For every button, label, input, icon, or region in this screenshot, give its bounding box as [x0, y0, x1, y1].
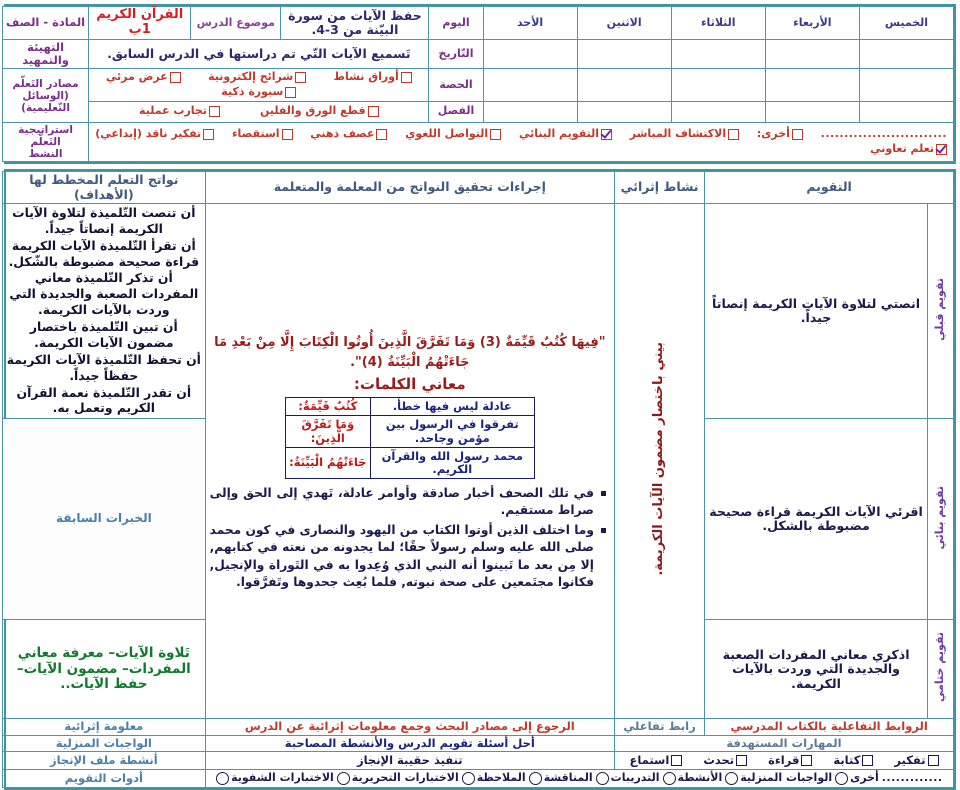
- checkbox-icon[interactable]: [282, 129, 293, 140]
- label-subject-class: المادة - الصف: [3, 7, 89, 40]
- label-previous-experience: الخبرات السابقة: [3, 419, 206, 620]
- date-cell-thursday[interactable]: [859, 39, 953, 68]
- header-row-warmup: [3, 39, 954, 68]
- date-cell-wednesday[interactable]: [765, 39, 859, 68]
- skill-option-listening[interactable]: [629, 754, 682, 767]
- class-cell-tuesday[interactable]: [671, 101, 765, 122]
- date-cell-tuesday[interactable]: [671, 39, 765, 68]
- header-block: [4, 4, 956, 164]
- label-learning-resources-line1: مصادر التَعلّم: [12, 77, 79, 90]
- word-term: كُتُبٌ قَيِّمَةٌ:: [285, 398, 370, 416]
- assessment-label: الواجبات المنزلية: [740, 771, 833, 785]
- resource-option-video[interactable]: [106, 71, 181, 84]
- assessment-option-discussion[interactable]: [529, 772, 593, 785]
- skill-option-thinking[interactable]: [894, 754, 938, 767]
- assessment-option-oral-tests[interactable]: [216, 772, 334, 785]
- skill-label: استماع: [629, 752, 670, 767]
- assessment-label: التدريبات: [610, 771, 660, 785]
- checkbox-icon[interactable]: [862, 755, 873, 766]
- radio-icon[interactable]: [529, 772, 542, 785]
- label-class: الفصل: [429, 101, 483, 122]
- checkbox-checked-icon[interactable]: [936, 144, 947, 155]
- word-term: جَاءَتْهُمُ الْبَيِّنَةُ:: [285, 447, 370, 478]
- objectives-cell: [3, 203, 206, 418]
- label-learning-resources: [3, 69, 89, 123]
- resource-option-e-slides[interactable]: [208, 71, 306, 84]
- resource-option-practical-experiments[interactable]: [139, 105, 220, 118]
- assessment-label: الأنشطة: [677, 771, 723, 785]
- procedure-notes-list: [210, 485, 610, 590]
- homework-text: أحل أسئلة تقويم الدرس والأنشطة المصاحبة: [205, 735, 614, 751]
- label-period: الحصة: [429, 69, 483, 101]
- day-thursday: الخميس: [859, 7, 953, 40]
- strategy-label: تعلم تعاوني: [870, 142, 934, 156]
- target-skills-options: [614, 751, 953, 769]
- strategy-label: الاكتشاف المباشر: [629, 127, 727, 141]
- skill-option-speaking[interactable]: [703, 754, 747, 767]
- evaluation-tag-text: تقويم قبلي: [933, 277, 947, 341]
- label-assessment-tools: أدوات التقويم: [3, 769, 206, 787]
- warmup-text: تَسميع الآيات التّي تم دراستها في الدرس السابق.: [89, 39, 429, 68]
- footer-row-portfolio: [3, 751, 954, 769]
- checkbox-icon[interactable]: [203, 129, 214, 140]
- class-cell-sunday[interactable]: [483, 101, 577, 122]
- strategy-option-language-communication[interactable]: [405, 128, 501, 141]
- strategy-option-formative-assessment[interactable]: [519, 128, 612, 141]
- label-day: اليوم: [429, 7, 483, 40]
- procedure-note: وما اختلف الذين أوتوا الكتاب من اليهود والنصارى في كون محمد صلى الله عليه وسلم رسولاً حقًا؛ لما يجدونه من نعته في كتابهم, إلا مِن بعد ما تَبينوا أنه النبي الذي وُعِدوا به في التَوراة والإنجيل, فكانوا مجتَمعين على صحة نبوته, فلما بُعِث جحدوها وتَفرَّقوا.: [210, 522, 594, 590]
- header-row-subject: [3, 7, 954, 40]
- skill-label: تفكير: [894, 752, 926, 767]
- resource-label: سبورة ذكية: [221, 84, 284, 98]
- column-head-objectives: نواتج التعلم المخطط لها (الأهداف): [3, 172, 206, 204]
- class-cell-monday[interactable]: [577, 101, 671, 122]
- period-cell-tuesday[interactable]: [671, 69, 765, 101]
- day-tuesday: الثلاثاء: [671, 7, 765, 40]
- label-interactive-link: رابط تفاعلي: [614, 719, 704, 735]
- procedures-cell: [205, 203, 614, 718]
- resource-option-paper-cork[interactable]: [260, 105, 379, 118]
- ayah-text: "فِيهَا كُتُبٌ قَيِّمَةٌ (3) وَمَا تَفَرَّقَ الَّذِينَ أُوتُوا الْكِتَابَ إِلَّا مِنْ بَعْدِ مَا جَاءَتْهُمُ الْبَيِّنَةُ (4)".: [214, 334, 606, 370]
- assessment-label: الاختبارات التحريرية: [351, 771, 459, 785]
- radio-icon[interactable]: [462, 772, 475, 785]
- resources-options-row1: [89, 69, 429, 101]
- label-portfolio-activities: أنشطة ملف الإنجاز: [3, 751, 206, 769]
- evaluation-tag-text: تقويم ختامي: [933, 632, 947, 703]
- word-meanings-title: معاني الكلمات:: [353, 374, 466, 393]
- assessment-option-other[interactable]: [835, 772, 879, 785]
- checkbox-icon[interactable]: [209, 106, 220, 117]
- label-learning-strategy-line2: النشط: [28, 148, 63, 161]
- enrichment-cell: [614, 203, 704, 718]
- radio-icon[interactable]: [216, 772, 229, 785]
- period-cell-thursday[interactable]: [859, 69, 953, 101]
- resource-label: قطع الورق والفلين: [260, 104, 366, 118]
- strategy-options: [89, 122, 954, 161]
- resource-label: أوراق نشاط: [333, 70, 399, 84]
- strategy-option-other[interactable]: [757, 128, 803, 141]
- radio-icon[interactable]: [596, 772, 609, 785]
- label-learning-strategy-line1: استراتيجية التَعلّم: [18, 123, 73, 149]
- checkbox-icon[interactable]: [671, 755, 682, 766]
- strategy-label: تفكير ناقد (إبداعي): [95, 127, 202, 141]
- objective-item: أن تبين التّلميذة باختصار مضمون الآيات الكريمة.: [29, 319, 178, 350]
- lesson-topic-value: حفظ الآيات من سورة البيّنة من 3-4.: [281, 7, 429, 40]
- objective-item: أن تذكر التّلميذة معاني المفردات الصعبة والجديدة التي وردت بالآيات الكريمة.: [9, 270, 199, 318]
- main-header-row: [3, 172, 954, 204]
- resources-options-row2: [89, 101, 429, 122]
- strategy-option-inquiry[interactable]: [232, 128, 293, 141]
- strategy-option-brainstorming[interactable]: [310, 128, 387, 141]
- interactive-link-text: الروابط التفاعلية بالكتاب المدرسي: [705, 719, 954, 735]
- assessment-option-written-tests[interactable]: [337, 772, 459, 785]
- footer-row-enrichment-info: [3, 719, 954, 735]
- resource-label: عرض مرئي: [105, 70, 168, 84]
- skill-label: تحدث: [703, 752, 735, 767]
- main-table: [2, 171, 954, 788]
- objective-item: أن تحفظ التّلميذة الآيات الكريمة حفظاً جيداً.: [6, 351, 201, 383]
- objective-item: أن تقدر التّلميذة نعمة القرآن الكريم وتعمل به.: [16, 384, 192, 416]
- strategy-label: عصف ذهني: [310, 127, 375, 141]
- skill-label: كتابة: [833, 752, 861, 767]
- footer-row-assessment-tools: [3, 769, 954, 787]
- assessment-option-homework[interactable]: [725, 772, 832, 785]
- label-date: التّاريخ: [429, 39, 483, 68]
- skill-option-writing[interactable]: [833, 754, 873, 767]
- radio-icon[interactable]: [663, 772, 676, 785]
- checkbox-icon[interactable]: [285, 87, 296, 98]
- strategy-label: استقصاء: [231, 127, 280, 141]
- column-head-procedures: إجراءات تحقيق النواتج من المعلمة والمتعلمة: [205, 172, 614, 204]
- checkbox-icon[interactable]: [368, 106, 379, 117]
- assessment-tools-options: [205, 769, 953, 787]
- checkbox-icon[interactable]: [490, 129, 501, 140]
- enrichment-activity-text: بيني باختصار مضمون الآيات الكريمة.: [651, 342, 667, 576]
- checkbox-icon[interactable]: [295, 72, 306, 83]
- header-row-resources-2: [3, 101, 954, 122]
- label-learning-resources-line2: (الوسائل التّعليمية): [21, 89, 70, 114]
- period-cell-sunday[interactable]: [483, 69, 577, 101]
- date-cell-sunday[interactable]: [483, 39, 577, 68]
- label-target-skills: المهارات المستهدفة: [614, 735, 953, 751]
- checkbox-icon[interactable]: [376, 129, 387, 140]
- column-head-enrichment: نشاط إثرائي: [614, 172, 704, 204]
- header-table: [2, 6, 954, 162]
- checkbox-icon[interactable]: [801, 755, 812, 766]
- assessment-label: الملاحظة: [476, 771, 526, 785]
- resource-label: تجارب عملية: [139, 104, 207, 118]
- word-meanings-row: [285, 398, 534, 416]
- evaluation-tag-final: [927, 620, 953, 719]
- assessment-trailing-dots: .............: [881, 771, 943, 785]
- day-wednesday: الأربعاء: [765, 7, 859, 40]
- radio-icon[interactable]: [835, 772, 848, 785]
- date-cell-monday[interactable]: [577, 39, 671, 68]
- word-meanings-table: [285, 397, 535, 479]
- label-learning-strategy: [3, 122, 89, 161]
- class-cell-thursday[interactable]: [859, 101, 953, 122]
- period-cell-wednesday[interactable]: [765, 69, 859, 101]
- evaluation-text-formative: اقرئي الآيات الكريمة قراءة صحيحة مضبوطة بالشكل.: [705, 419, 928, 620]
- day-sunday: الأحد: [483, 7, 577, 40]
- day-monday: الاثنين: [577, 7, 671, 40]
- header-row-resources-1: [3, 69, 954, 101]
- word-definition: محمد رسول الله والقرآن الكريم.: [370, 447, 534, 478]
- period-cell-monday[interactable]: [577, 69, 671, 101]
- word-meanings-row: [285, 447, 534, 478]
- strategy-label: التقويم البنائي: [518, 127, 599, 141]
- strategy-option-critical-thinking[interactable]: [95, 128, 214, 141]
- class-cell-wednesday[interactable]: [765, 101, 859, 122]
- strategy-label: التواصل اللغوي: [405, 127, 489, 141]
- strategy-option-cooperative-learning[interactable]: [870, 143, 947, 156]
- label-homework: الواجبات المنزلية: [3, 735, 206, 751]
- procedure-note: في تلك الصحف أخبار صادقة وأوامر عادلة، تَهدي إلى الحق وإلى صراط مستقيم.: [210, 485, 594, 519]
- assessment-label: الاختبارات الشفوية: [231, 771, 334, 785]
- column-head-evaluation: التقويم: [705, 172, 954, 204]
- label-warmup: التهيئة والتمهيد: [3, 39, 89, 68]
- checkbox-icon[interactable]: [736, 755, 747, 766]
- radio-icon[interactable]: [337, 772, 350, 785]
- label-enrichment-info: معلومة إثرائية: [3, 719, 206, 735]
- strategy-label: أخرى:: [756, 127, 790, 141]
- objectives-list: [5, 205, 203, 416]
- checkbox-icon[interactable]: [401, 72, 412, 83]
- enrichment-info-text: الرجوع إلى مصادر البحث وجمع معلومات إثرائية عن الدرس: [205, 719, 614, 735]
- previous-experience-text: تَلاوة الآيات– معرفة معاني المفردات– مضمون الآيات– حفظ الآيات..: [3, 620, 206, 719]
- word-meanings-row: [285, 416, 534, 447]
- resource-label: شرائح إلكترونية: [208, 70, 294, 84]
- assessment-option-observation[interactable]: [462, 772, 526, 785]
- checkbox-icon[interactable]: [728, 129, 739, 140]
- assessment-label: المناقشة: [543, 771, 593, 785]
- objective-item: أن تنصت التّلميذة لتلاوة الآيات الكريمة إنصاتاً جيداً.: [12, 204, 196, 236]
- skill-label: قراءة: [768, 752, 800, 767]
- main-body-row-1: [3, 203, 954, 418]
- evaluation-tag-pre: [927, 203, 953, 418]
- label-lesson-topic: موضوع الدرس: [191, 7, 281, 40]
- radio-icon[interactable]: [725, 772, 738, 785]
- strategy-trailing-dots: ...........................: [820, 127, 947, 141]
- assessment-label: أخرى: [850, 771, 879, 785]
- resource-option-activity-sheets[interactable]: [334, 71, 412, 84]
- portfolio-text: تنفيذ حقيبة الإنجاز: [205, 751, 614, 769]
- header-row-strategy: [3, 122, 954, 161]
- evaluation-tag-text: تقويم بنائي: [933, 485, 947, 550]
- evaluation-text-final: اذكري معاني المفردات الصعبة والجديدة التي وردت بالآيات الكريمة.: [705, 620, 928, 719]
- checkbox-checked-icon[interactable]: [601, 129, 612, 140]
- word-definition: تفرقوا في الرسول بين مؤمن وجاحد.: [370, 416, 534, 447]
- skill-option-reading[interactable]: [768, 754, 812, 767]
- word-definition: عادلة ليس فيها خطأ.: [370, 398, 534, 416]
- footer-row-homework: [3, 735, 954, 751]
- resource-option-smart-board[interactable]: [221, 86, 296, 99]
- objective-item: أن تقرأ التّلميذة الآيات الكريمة قراءة صحيحة مضبوطة بالشّكل.: [8, 237, 200, 269]
- assessment-option-exercises[interactable]: [596, 772, 660, 785]
- subject-value: القرآن الكريم 1ب: [89, 7, 191, 40]
- word-term: وَمَا تَفَرَّقَ الَّذِينَ:: [285, 416, 370, 447]
- main-block: [4, 169, 956, 790]
- checkbox-icon[interactable]: [792, 129, 803, 140]
- assessment-option-activities[interactable]: [663, 772, 723, 785]
- checkbox-icon[interactable]: [170, 72, 181, 83]
- checkbox-icon[interactable]: [928, 755, 939, 766]
- evaluation-text-pre: انصتي لتلاوة الآيات الكريمة إنصاتاً جيداً.: [705, 203, 928, 418]
- evaluation-tag-formative: [927, 419, 953, 620]
- strategy-option-direct-discovery[interactable]: [630, 128, 739, 141]
